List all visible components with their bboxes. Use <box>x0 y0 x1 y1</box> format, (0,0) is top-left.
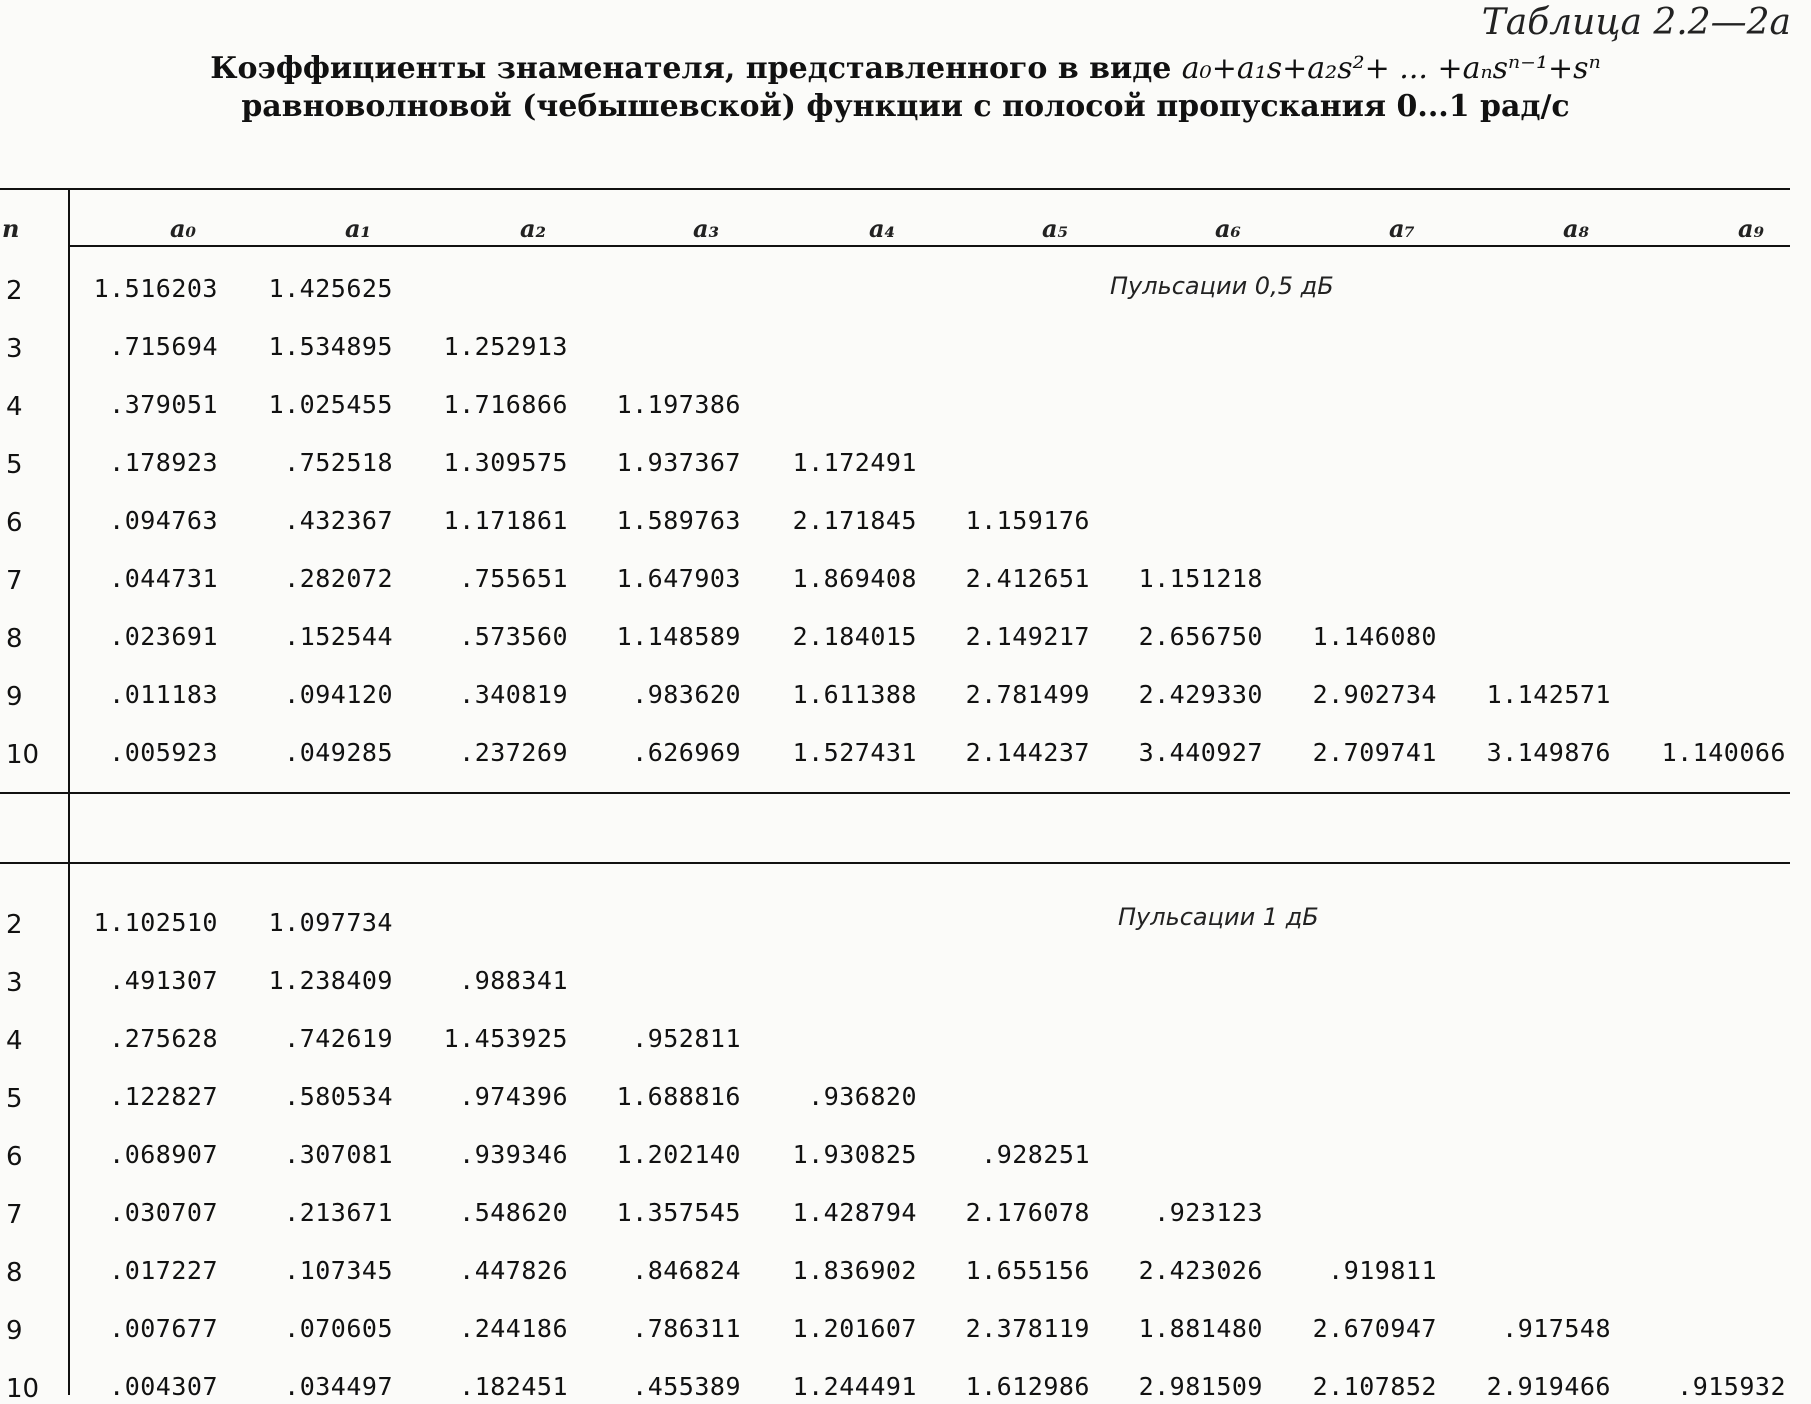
table-cell: .432367 <box>284 506 393 535</box>
table-cell: .213671 <box>284 1198 393 1227</box>
table-cell: 1.197386 <box>616 390 741 419</box>
table-number: Таблица 2.2—2а <box>1481 2 1791 43</box>
row-n: 8 <box>6 1258 23 1288</box>
table-cell: .094120 <box>284 680 393 709</box>
table-cell: .049285 <box>284 738 393 767</box>
table-cell: 2.709741 <box>1312 738 1437 767</box>
table-cell: 1.869408 <box>792 564 917 593</box>
table-cell: 1.612986 <box>965 1372 1090 1401</box>
table-cell: 2.107852 <box>1312 1372 1437 1401</box>
table-cell: .237269 <box>459 738 568 767</box>
table-cell: .122827 <box>109 1082 218 1111</box>
table-cell: 2.919466 <box>1486 1372 1611 1401</box>
table-cell: .152544 <box>284 622 393 651</box>
header-a-col-7: a₇ <box>1388 214 1416 243</box>
table-cell: 1.140066 <box>1661 738 1786 767</box>
table-cell: .974396 <box>459 1082 568 1111</box>
table-cell: .070605 <box>284 1314 393 1343</box>
table-cell: 1.647903 <box>616 564 741 593</box>
table-cell: 1.142571 <box>1486 680 1611 709</box>
header-n: n <box>2 214 20 243</box>
row-n: 4 <box>6 392 23 422</box>
caption-line-1 <box>0 50 1811 88</box>
table-cell: 1.425625 <box>268 274 393 303</box>
table-cell: .491307 <box>109 966 218 995</box>
table-cell: .988341 <box>459 966 568 995</box>
row-n: 5 <box>6 450 23 480</box>
table-cell: .939346 <box>459 1140 568 1169</box>
table-cell: .275628 <box>109 1024 218 1053</box>
row-n: 9 <box>6 1316 23 1346</box>
row-n: 3 <box>6 968 23 998</box>
table-cell: .244186 <box>459 1314 568 1343</box>
row-n: 8 <box>6 624 23 654</box>
ripple-label: Пульсации 1 дБ <box>1118 903 1319 931</box>
header-a-col-3: a₃ <box>692 214 720 243</box>
row-n: 9 <box>6 682 23 712</box>
row-n: 10 <box>6 1374 40 1404</box>
table-cell: 2.670947 <box>1312 1314 1437 1343</box>
header-a-col-1: a₁ <box>344 214 372 243</box>
row-n: 4 <box>6 1026 23 1056</box>
table-cell: 1.428794 <box>792 1198 917 1227</box>
table-cell: 2.781499 <box>965 680 1090 709</box>
table-cell: 1.097734 <box>268 908 393 937</box>
table-cell: 1.102510 <box>93 908 218 937</box>
row-n: 6 <box>6 508 23 538</box>
table-cell: .715694 <box>109 332 218 361</box>
table-cell: 1.534895 <box>268 332 393 361</box>
table-cell: 1.836902 <box>792 1256 917 1285</box>
section-2-top-rule <box>0 862 1790 864</box>
ripple-label: Пульсации 0,5 дБ <box>1110 272 1334 300</box>
table-cell: 1.453925 <box>443 1024 568 1053</box>
header-a-col-9: a₉ <box>1737 214 1765 243</box>
table-cell: 1.688816 <box>616 1082 741 1111</box>
table-cell: .182451 <box>459 1372 568 1401</box>
table-cell: 1.309575 <box>443 448 568 477</box>
table-cell: 1.238409 <box>268 966 393 995</box>
table-cell: 1.611388 <box>792 680 917 709</box>
table-cell: .005923 <box>109 738 218 767</box>
header-rule <box>68 245 1790 247</box>
table-cell: 3.440927 <box>1138 738 1263 767</box>
table-cell: 1.202140 <box>616 1140 741 1169</box>
table-cell: .023691 <box>109 622 218 651</box>
header-a-col-5: a₅ <box>1041 214 1069 243</box>
table-cell: .030707 <box>109 1198 218 1227</box>
table-cell: .626969 <box>632 738 741 767</box>
table-cell: .923123 <box>1154 1198 1263 1227</box>
table-cell: 1.516203 <box>93 274 218 303</box>
table-cell: .455389 <box>632 1372 741 1401</box>
table-cell: .936820 <box>808 1082 917 1111</box>
header-a-col-4: a₄ <box>868 214 896 243</box>
table-cell: .307081 <box>284 1140 393 1169</box>
row-n: 6 <box>6 1142 23 1172</box>
table-cell: .952811 <box>632 1024 741 1053</box>
table-cell: 1.527431 <box>792 738 917 767</box>
table-cell: 1.589763 <box>616 506 741 535</box>
table-cell: 1.252913 <box>443 332 568 361</box>
table-cell: .004307 <box>109 1372 218 1401</box>
table-cell: 1.357545 <box>616 1198 741 1227</box>
table-cell: .983620 <box>632 680 741 709</box>
table-cell: 3.149876 <box>1486 738 1611 767</box>
table-cell: .755651 <box>459 564 568 593</box>
header-a-col-0: a₀ <box>169 214 197 243</box>
caption-line-2: равноволновой (чебышевской) функции с полосой пропускания 0...1 рад/с <box>241 89 1570 124</box>
header-a-col-8: a₈ <box>1562 214 1590 243</box>
table-cell: 2.429330 <box>1138 680 1263 709</box>
table-cell: .917548 <box>1502 1314 1611 1343</box>
row-n: 7 <box>6 1200 23 1230</box>
table-cell: .282072 <box>284 564 393 593</box>
section-1-bottom-rule <box>0 792 1790 794</box>
table-cell: 2.184015 <box>792 622 917 651</box>
table-cell: 2.144237 <box>965 738 1090 767</box>
row-n: 7 <box>6 566 23 596</box>
table-cell: 2.902734 <box>1312 680 1437 709</box>
table-cell: 1.171861 <box>443 506 568 535</box>
table-cell: .011183 <box>109 680 218 709</box>
table-cell: .007677 <box>109 1314 218 1343</box>
table-cell: 1.146080 <box>1312 622 1437 651</box>
table-cell: .094763 <box>109 506 218 535</box>
row-n: 3 <box>6 334 23 364</box>
row-n: 5 <box>6 1084 23 1114</box>
table-cell: .928251 <box>981 1140 1090 1169</box>
table-cell: .447826 <box>459 1256 568 1285</box>
caption-formula: a₀+a₁s+a₂s²+ ... +aₙsⁿ⁻¹+sⁿ <box>1181 51 1601 86</box>
table-cell: .107345 <box>284 1256 393 1285</box>
table-cell: 1.716866 <box>443 390 568 419</box>
table-cell: .178923 <box>109 448 218 477</box>
table-cell: .786311 <box>632 1314 741 1343</box>
table-cell: .548620 <box>459 1198 568 1227</box>
table-cell: 2.171845 <box>792 506 917 535</box>
table-cell: 1.172491 <box>792 448 917 477</box>
table-cell: 1.930825 <box>792 1140 917 1169</box>
table-cell: .573560 <box>459 622 568 651</box>
table-cell: 2.378119 <box>965 1314 1090 1343</box>
table-cell: .752518 <box>284 448 393 477</box>
table-cell: 2.412651 <box>965 564 1090 593</box>
header-a-col-6: a₆ <box>1214 214 1242 243</box>
table-cell: 1.655156 <box>965 1256 1090 1285</box>
caption-text: Коэффициенты знаменателя, представленного в виде <box>210 51 1172 86</box>
table-cell: 2.423026 <box>1138 1256 1263 1285</box>
table-cell: 1.025455 <box>268 390 393 419</box>
row-n: 2 <box>6 276 23 306</box>
table-cell: .919811 <box>1328 1256 1437 1285</box>
table-cell: 1.881480 <box>1138 1314 1263 1343</box>
table-cell: .742619 <box>284 1024 393 1053</box>
row-n: 10 <box>6 740 40 770</box>
table-cell: 1.201607 <box>792 1314 917 1343</box>
table-cell: 1.244491 <box>792 1372 917 1401</box>
table-cell: 2.149217 <box>965 622 1090 651</box>
header-a-col-2: a₂ <box>519 214 547 243</box>
table-cell: 2.656750 <box>1138 622 1263 651</box>
table-cell: .379051 <box>109 390 218 419</box>
table-cell: 1.151218 <box>1138 564 1263 593</box>
table-caption <box>0 50 1811 126</box>
table-cell: .034497 <box>284 1372 393 1401</box>
table-cell: 2.981509 <box>1138 1372 1263 1401</box>
table-cell: .044731 <box>109 564 218 593</box>
table-cell: 1.148589 <box>616 622 741 651</box>
table-cell: 1.159176 <box>965 506 1090 535</box>
table-cell: .846824 <box>632 1256 741 1285</box>
table-cell: .068907 <box>109 1140 218 1169</box>
row-n: 2 <box>6 910 23 940</box>
table-cell: .017227 <box>109 1256 218 1285</box>
table-cell: .580534 <box>284 1082 393 1111</box>
table-cell: 1.937367 <box>616 448 741 477</box>
top-rule <box>0 188 1790 190</box>
table-cell: .915932 <box>1677 1372 1786 1401</box>
table-cell: .340819 <box>459 680 568 709</box>
table-cell: 2.176078 <box>965 1198 1090 1227</box>
